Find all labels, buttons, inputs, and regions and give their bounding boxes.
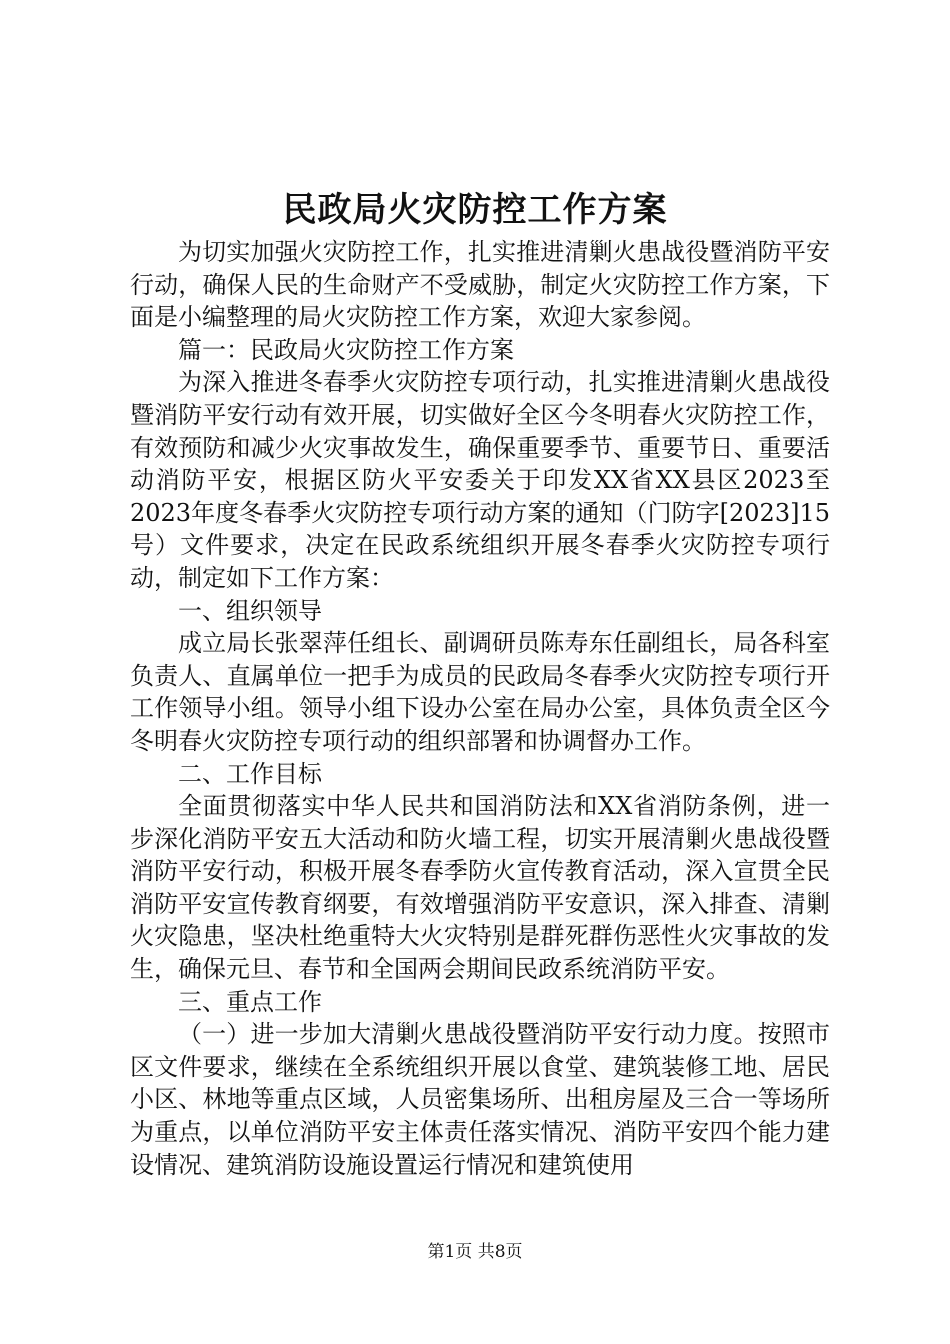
body-paragraph: （一）进一步加大清剿火患战役暨消防平安行动力度。按照市区文件要求，继续在全系统组织开展以食堂、建筑装修工地、居民小区、林地等重点区域，人员密集场所、出租房屋及三合一等场所为重点，以单位消防平安主体责任落实情况、消防平安四个能力建设情况、建筑消防设施设置运行情况和建筑使用 [130, 1020, 830, 1179]
page-number-footer: 第1页 共8页 [427, 1242, 523, 1262]
page-title: 民政局火灾防控工作方案 [282, 190, 668, 230]
body-paragraph: 为深入推进冬春季火灾防控专项行动，扎实推进清剿火患战役暨消防平安行动有效开展，切实做好全区今冬明春火灾防控工作，有效预防和减少火灾事故发生，确保重要季节、重要节日、重要活动消防平安，根据区防火平安委关于印发XX省XX县区2023至2023年度冬春季火灾防控专项行动方案的通知（门防字[2023]15号）文件要求，决定在民政系统组织开展冬春季火灾防控专项行动，制定如下工作方案： [130, 368, 830, 592]
section-heading: 二、工作目标 [178, 759, 322, 788]
body-paragraph: 全面贯彻落实中华人民共和国消防法和XX省消防条例，进一步深化消防平安五大活动和防火墙工程，切实开展清剿火患战役暨消防平安行动，积极开展冬春季防火宣传教育活动，深入宣贯全民消防平安宣传教育纲要，有效增强消防平安意识，深入排查、清剿火灾隐患，坚决杜绝重特大火灾特别是群死群伤恶性火灾事故的发生，确保元旦、春节和全国两会期间民政系统消防平安。 [130, 792, 830, 984]
section-heading: 一、组织领导 [178, 596, 322, 625]
section-heading: 篇一：民政局火灾防控工作方案 [178, 335, 514, 364]
body-paragraph: 成立局长张翠萍任组长、副调研员陈寿东任副组长，局各科室负责人、直属单位一把手为成员的民政局冬春季火灾防控专项行开工作领导小组。领导小组下设办公室在局办公室，具体负责全区今冬明春火灾防控专项行动的组织部署和协调督办工作。 [130, 629, 830, 755]
document-body [130, 236, 830, 1181]
intro-paragraph: 为切实加强火灾防控工作，扎实推进清剿火患战役暨消防平安行动，确保人民的生命财产不受威胁，制定火灾防控工作方案，下面是小编整理的局火灾防控工作方案，欢迎大家参阅。 [130, 238, 830, 332]
section-heading: 三、重点工作 [178, 987, 322, 1016]
